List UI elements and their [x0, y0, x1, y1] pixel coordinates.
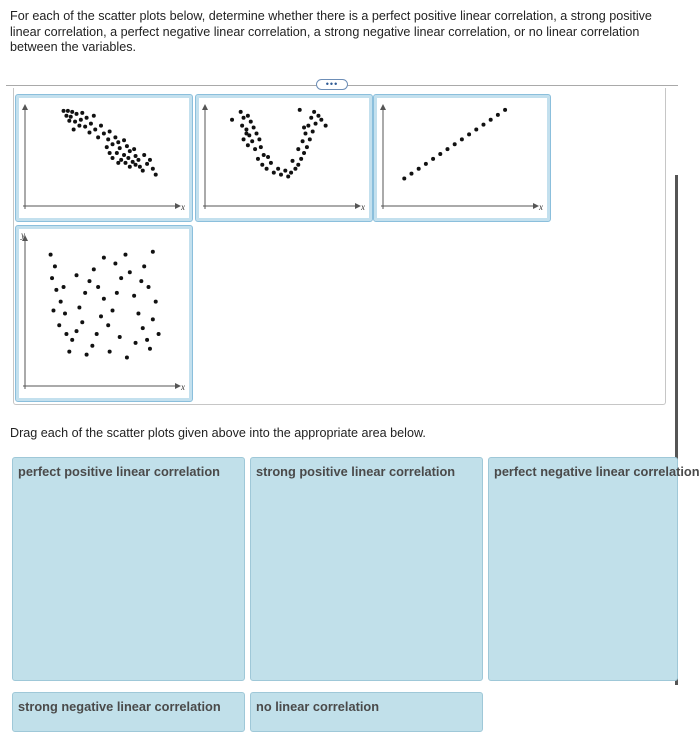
- data-point: [314, 122, 318, 126]
- data-point: [105, 145, 109, 149]
- data-point: [269, 161, 273, 165]
- data-point: [151, 317, 155, 321]
- data-point: [62, 109, 66, 113]
- data-point: [95, 332, 99, 336]
- data-point: [154, 300, 158, 304]
- data-point: [122, 138, 126, 142]
- data-point: [255, 131, 259, 135]
- scatter-plot-3: [377, 98, 547, 218]
- data-point: [99, 314, 103, 318]
- data-point: [64, 332, 68, 336]
- data-point: [113, 135, 117, 139]
- data-point: [246, 114, 250, 118]
- data-point: [96, 285, 100, 289]
- drop-zone-strong-negative[interactable]: [12, 692, 245, 732]
- data-point: [111, 309, 115, 313]
- data-point: [417, 167, 421, 171]
- data-point: [70, 110, 74, 114]
- y-axis-arrow: [22, 104, 28, 110]
- data-point: [67, 119, 71, 123]
- data-point: [308, 137, 312, 141]
- data-point: [324, 124, 328, 128]
- data-point: [453, 142, 457, 146]
- data-point: [319, 118, 323, 122]
- data-point: [138, 165, 142, 169]
- data-point: [151, 250, 155, 254]
- data-point: [125, 356, 129, 360]
- data-point: [242, 116, 246, 120]
- data-point: [154, 173, 158, 177]
- data-point: [102, 297, 106, 301]
- data-point: [489, 118, 493, 122]
- data-point: [402, 177, 406, 181]
- data-point: [54, 288, 58, 292]
- data-point: [276, 167, 280, 171]
- data-point: [266, 155, 270, 159]
- scatter-plot-card-3[interactable]: [373, 94, 551, 222]
- scatter-plot-card-2[interactable]: [195, 94, 373, 222]
- data-point: [242, 137, 246, 141]
- data-point: [445, 147, 449, 151]
- data-point: [116, 161, 120, 165]
- data-point: [90, 344, 94, 348]
- data-point: [87, 279, 91, 283]
- data-point: [50, 276, 54, 280]
- x-axis-label: x: [539, 202, 543, 212]
- data-point: [142, 264, 146, 268]
- data-point: [438, 152, 442, 156]
- data-point: [134, 154, 138, 158]
- data-point: [467, 132, 471, 136]
- data-point: [75, 273, 79, 277]
- data-point: [106, 137, 110, 141]
- scatter-plot-2: [199, 98, 369, 218]
- data-point: [99, 124, 103, 128]
- data-point: [481, 123, 485, 127]
- data-point: [249, 120, 253, 124]
- data-point: [298, 108, 302, 112]
- data-point: [299, 157, 303, 161]
- data-point: [83, 125, 87, 129]
- data-point: [145, 338, 149, 342]
- scatter-plot-4: [19, 229, 189, 398]
- data-point: [119, 276, 123, 280]
- data-point: [111, 156, 115, 160]
- data-point: [87, 130, 91, 134]
- data-point: [108, 151, 112, 155]
- data-point: [302, 126, 306, 130]
- data-point: [424, 162, 428, 166]
- data-point: [89, 122, 93, 126]
- data-point: [49, 253, 53, 257]
- data-point: [148, 158, 152, 162]
- data-point: [102, 256, 106, 260]
- data-point: [244, 131, 248, 135]
- drop-zone-strong-positive[interactable]: [250, 457, 483, 681]
- data-point: [148, 347, 152, 351]
- data-point: [142, 153, 146, 157]
- data-point: [306, 124, 310, 128]
- y-axis-arrow: [202, 104, 208, 110]
- data-point: [296, 163, 300, 167]
- data-point: [151, 167, 155, 171]
- plot-area: [377, 98, 547, 218]
- data-point: [128, 270, 132, 274]
- data-point: [73, 120, 77, 124]
- data-point: [250, 139, 254, 143]
- plot-area: [19, 98, 189, 218]
- drop-zone-perfect-negative[interactable]: [488, 457, 700, 681]
- data-point: [309, 116, 313, 120]
- data-point: [83, 291, 87, 295]
- data-point: [312, 110, 316, 114]
- data-point: [316, 114, 320, 118]
- data-point: [102, 131, 106, 135]
- data-point: [474, 128, 478, 132]
- data-point: [240, 124, 244, 128]
- data-point: [64, 114, 68, 118]
- data-point: [128, 165, 132, 169]
- drop-zone-label: strong positive linear correlation: [256, 464, 456, 479]
- data-point: [122, 153, 126, 157]
- data-point: [118, 146, 122, 150]
- data-point: [503, 108, 507, 112]
- data-point: [111, 142, 115, 146]
- data-point: [496, 113, 500, 117]
- data-point: [123, 253, 127, 257]
- data-point: [85, 353, 89, 357]
- data-point: [289, 171, 293, 175]
- data-point: [69, 115, 73, 119]
- data-point: [119, 158, 123, 162]
- data-point: [77, 306, 81, 310]
- x-axis-label: x: [181, 382, 185, 392]
- data-point: [302, 151, 306, 155]
- data-point: [77, 124, 81, 128]
- data-point: [70, 338, 74, 342]
- data-point: [51, 309, 55, 313]
- y-axis-label: y: [21, 230, 25, 240]
- y-axis-arrow: [380, 104, 386, 110]
- data-point: [75, 112, 79, 116]
- data-point: [106, 323, 110, 327]
- expand-button[interactable]: •••: [316, 79, 348, 90]
- data-point: [260, 163, 264, 167]
- data-point: [67, 350, 71, 354]
- data-point: [136, 158, 140, 162]
- data-point: [409, 172, 413, 176]
- data-point: [85, 116, 89, 120]
- scatter-plot-1: [19, 98, 189, 218]
- data-point: [126, 156, 130, 160]
- data-point: [134, 163, 138, 167]
- x-axis-label: x: [361, 202, 365, 212]
- data-point: [244, 128, 248, 132]
- data-point: [115, 151, 119, 155]
- data-point: [75, 329, 79, 333]
- data-point: [301, 139, 305, 143]
- data-point: [80, 111, 84, 115]
- data-point: [72, 128, 76, 132]
- data-point: [93, 128, 97, 132]
- data-point: [460, 137, 464, 141]
- data-point: [252, 126, 256, 130]
- data-point: [92, 114, 96, 118]
- drop-zone-perfect-positive[interactable]: [12, 457, 245, 681]
- scatter-plot-card-1[interactable]: [15, 94, 193, 222]
- data-point: [145, 162, 149, 166]
- scatter-plot-card-4[interactable]: [15, 225, 193, 402]
- data-point: [239, 110, 243, 114]
- data-point: [108, 350, 112, 354]
- data-point: [80, 320, 84, 324]
- data-point: [230, 118, 234, 122]
- drop-zone-label: perfect positive linear correlation: [18, 464, 220, 479]
- data-point: [66, 109, 70, 113]
- data-point: [256, 157, 260, 161]
- data-point: [262, 153, 266, 157]
- data-point: [53, 264, 57, 268]
- data-point: [96, 135, 100, 139]
- data-point: [132, 294, 136, 298]
- data-point: [253, 147, 257, 151]
- data-point: [92, 267, 96, 271]
- data-point: [286, 175, 290, 179]
- data-point: [431, 157, 435, 161]
- data-point: [296, 147, 300, 151]
- data-point: [157, 332, 161, 336]
- data-point: [131, 160, 135, 164]
- data-point: [118, 335, 122, 339]
- data-point: [125, 144, 129, 148]
- data-point: [113, 261, 117, 265]
- data-point: [123, 161, 127, 165]
- drag-instruction-text: Drag each of the scatter plots given above into the appropriate area below.: [10, 426, 426, 440]
- data-point: [141, 326, 145, 330]
- plot-area: [199, 98, 369, 218]
- data-point: [272, 171, 276, 175]
- drop-zone-label: perfect negative linear correlation: [494, 464, 700, 479]
- data-point: [246, 143, 250, 147]
- data-point: [62, 285, 66, 289]
- data-point: [79, 118, 83, 122]
- data-point: [63, 311, 67, 315]
- data-point: [136, 311, 140, 315]
- drop-zone-no-correlation[interactable]: [250, 692, 483, 732]
- data-point: [283, 169, 287, 173]
- data-point: [116, 140, 120, 144]
- drop-zone-label: strong negative linear correlation: [18, 699, 221, 714]
- data-point: [147, 285, 151, 289]
- data-point: [132, 147, 136, 151]
- data-point: [303, 131, 307, 135]
- data-point: [134, 341, 138, 345]
- instructions-text: For each of the scatter plots below, determine whether there is a perfect positive linear correlation, a strong positive linear correlation, a perfect negative linear correlation, a strong negative linear correlation, or no linear correlation between the variables.: [10, 9, 652, 55]
- data-point: [259, 145, 263, 149]
- data-point: [128, 149, 132, 153]
- plot-area: [19, 229, 189, 398]
- data-point: [279, 173, 283, 177]
- data-point: [108, 129, 112, 133]
- data-point: [257, 137, 261, 141]
- data-point: [305, 145, 309, 149]
- data-point: [59, 300, 63, 304]
- data-point: [265, 167, 269, 171]
- x-axis-label: x: [181, 202, 185, 212]
- data-point: [291, 159, 295, 163]
- data-point: [311, 129, 315, 133]
- data-point: [57, 323, 61, 327]
- drop-zone-label: no linear correlation: [256, 699, 380, 714]
- data-point: [115, 291, 119, 295]
- data-point: [139, 279, 143, 283]
- data-point: [141, 169, 145, 173]
- data-point: [293, 167, 297, 171]
